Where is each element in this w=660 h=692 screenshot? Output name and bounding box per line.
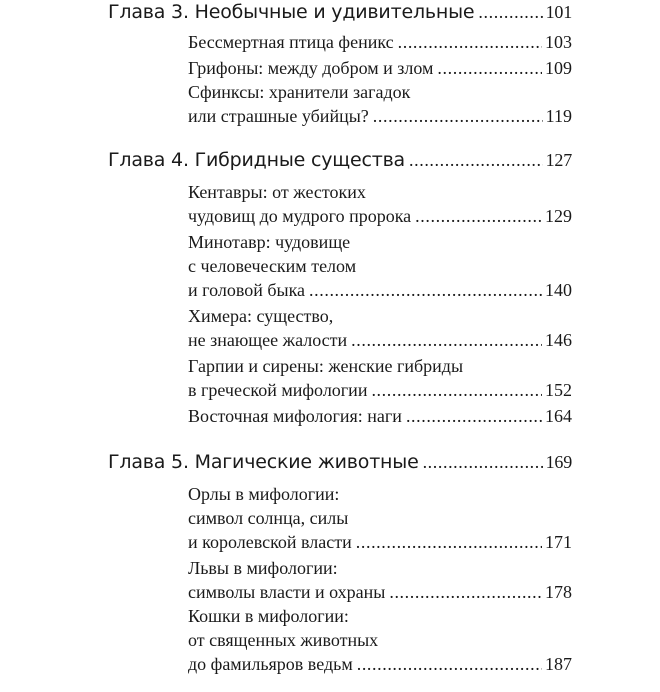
entry-title-line: не знающее жалости xyxy=(188,330,348,350)
dot-leader xyxy=(356,530,542,554)
chapter-5-heading xyxy=(108,450,572,474)
dot-leader xyxy=(437,56,542,80)
page-number: 101 xyxy=(545,2,572,22)
dot-leader xyxy=(351,328,542,352)
chapter-title: Глава 4. Гибридные существа xyxy=(108,149,406,171)
page-number: 140 xyxy=(545,280,572,300)
chapter-3-heading xyxy=(108,0,572,24)
page-number: 103 xyxy=(545,32,572,52)
toc-entry xyxy=(188,56,572,80)
toc-entry xyxy=(188,180,572,228)
page-number: 171 xyxy=(545,532,572,552)
entry-title-line: чудовищ до мудрого пророка xyxy=(188,206,412,226)
entry-title-line: в греческой мифологии xyxy=(188,380,368,400)
toc-entry xyxy=(188,30,572,54)
entry-title-line: и королевской власти xyxy=(188,532,352,552)
chapter-title: Глава 3. Необычные и удивительные xyxy=(108,1,475,23)
dot-leader xyxy=(415,204,542,228)
entry-title-line: до фамильяров ведьм xyxy=(188,654,353,674)
toc-entry xyxy=(188,80,572,128)
entry-title-line: символы власти и охраны xyxy=(188,582,386,602)
entry-title-line: Львы в мифологии: xyxy=(188,558,338,578)
toc-entry xyxy=(188,230,572,302)
page-number: 169 xyxy=(545,452,572,472)
entry-title-line: и головой быка xyxy=(188,280,306,300)
page-number: 146 xyxy=(545,330,572,350)
toc-entry xyxy=(188,482,572,554)
entry-title-line: символ солнца, силы xyxy=(188,508,349,528)
toc-entry xyxy=(188,404,572,428)
entry-title-line: с человеческим телом xyxy=(188,256,357,276)
entry-title: Грифоны: между добром и злом xyxy=(188,58,434,78)
page-number: 164 xyxy=(545,406,572,426)
dot-leader xyxy=(389,580,542,604)
entry-title: Восточная мифология: наги xyxy=(188,406,402,426)
entry-title-line: Орлы в мифологии: xyxy=(188,484,340,504)
entry-title: Бессмертная птица феникс xyxy=(188,32,394,52)
page-number: 119 xyxy=(545,106,572,126)
chapter-4-heading xyxy=(108,148,572,172)
dot-leader xyxy=(373,104,543,128)
page-number: 127 xyxy=(545,150,572,170)
dot-leader xyxy=(406,404,542,428)
chapter-title: Глава 5. Магические животные xyxy=(108,451,419,473)
entry-title-line: Сфинксы: хранители загадок xyxy=(188,82,411,102)
dot-leader xyxy=(478,0,542,24)
dot-leader xyxy=(398,30,542,54)
toc-entry xyxy=(188,556,572,604)
toc-entry xyxy=(188,354,572,402)
toc-entry xyxy=(188,304,572,352)
dot-leader xyxy=(371,378,542,402)
entry-title-line: Гарпии и сирены: женские гибриды xyxy=(188,356,464,376)
dot-leader xyxy=(309,278,542,302)
dot-leader xyxy=(409,148,543,172)
entry-title-line: или страшные убийцы? xyxy=(188,106,369,126)
entry-title-line: Химера: существо, xyxy=(188,306,334,326)
entry-title-line: Минотавр: чудовище xyxy=(188,232,351,252)
page-number: 152 xyxy=(545,380,572,400)
page-number: 129 xyxy=(545,206,572,226)
entry-title-line: Кентавры: от жестоких xyxy=(188,182,366,202)
page-number: 187 xyxy=(545,654,572,674)
page-number: 178 xyxy=(545,582,572,602)
dot-leader xyxy=(357,652,542,676)
entry-title-line: от священных животных xyxy=(188,630,379,650)
toc-entry xyxy=(188,604,572,676)
dot-leader xyxy=(423,450,543,474)
page-number: 109 xyxy=(545,58,572,78)
entry-title-line: Кошки в мифологии: xyxy=(188,606,349,626)
